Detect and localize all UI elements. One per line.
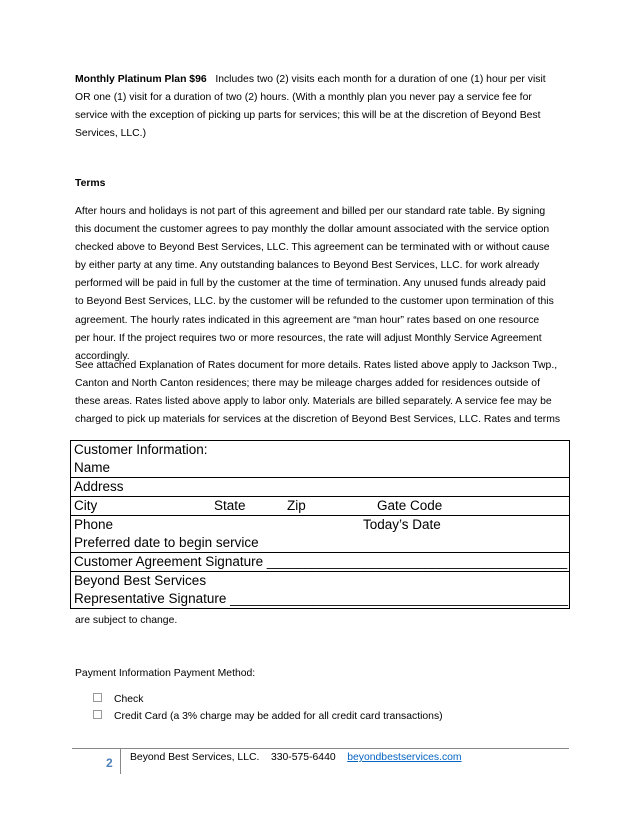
plan-line-1: Monthly Platinum Plan $96 Includes two (2) visits each month for a duration of one (1) hour per visit [75,74,546,85]
phone-field[interactable]: Phone [74,517,114,532]
city-state-zip-line [74,497,566,515]
terms-line: agreement. The hourly rates indicated in this agreement are “man hour” rates based on one resource [75,314,540,326]
terms-line: checked above to Beyond Best Services, LLC. This agreement can be terminated with or without cause [75,242,550,254]
plan-paragraph [75,71,565,143]
customer-signature-row [71,552,569,571]
terms-line: Canton and North Canton residences; there may be mileage charges added for residences outside of [75,378,540,390]
checkbox-icon[interactable] [93,693,102,702]
city-field[interactable]: City [74,498,98,513]
gate-code-field[interactable]: Gate Code [377,498,443,513]
customer-info-row [71,441,569,477]
terms-line: See attached Explanation of Rates document for more details. Rates listed above apply to Jackson Twp., [75,360,558,371]
name-field[interactable]: Name [74,460,111,475]
address-row [71,477,569,496]
footer-company: Beyond Best Services, LLC. [130,752,260,763]
plan-line-2: OR one (1) visit for a duration of two (2) hours. (With a monthly plan you never pay a service fee for [75,92,532,104]
city-row [71,496,569,515]
phone-date-line [74,516,566,534]
customer-info-form [70,440,570,609]
payment-option-label: Credit Card (a 3% charge may be added for all credit card transactions) [114,711,443,722]
terms-line: per hour. If the project requires two or more resources, the rate will adjust Monthly Service Agreement [75,332,542,344]
footer [130,752,462,763]
address-field[interactable]: Address [74,479,124,494]
terms-paragraph-1 [75,203,565,366]
todays-date-field[interactable]: Today’s Date [363,517,441,532]
terms-line: these areas. Rates listed above apply to labor only. Materials are billed separately. A service fee may be [75,396,552,408]
page-number: 2 [106,756,113,770]
payment-option-check[interactable] [93,693,143,705]
terms-line: by either party at any time. Any outstanding balances to Beyond Best Services, LLC. for work already [75,260,540,272]
terms-line: performed will be paid in full by the customer at the time of termination. Any unused funds already paid [75,278,546,290]
footer-divider [72,748,569,749]
representative-signature-field[interactable]: Representative Signature _____________________________________________ [74,591,568,606]
terms-line: to Beyond Best Services, LLC. by the customer will be refunded to the customer upon termination of this [75,296,554,308]
company-label: Beyond Best Services [74,573,207,588]
phone-row [71,515,569,552]
plan-line-3: service with the exception of picking up parts for services; this will be at the discretion of Beyond Best [75,110,541,122]
checkbox-icon[interactable] [93,710,102,719]
payment-option-credit-card[interactable] [93,710,443,722]
terms-paragraph-2 [75,357,565,429]
footer-vertical-divider [120,748,121,774]
terms-line: accordingly. [75,350,130,362]
terms-continuation: are subject to change. [75,615,178,626]
zip-field[interactable]: Zip [287,498,306,513]
footer-phone: 330-575-6440 [270,752,336,763]
terms-line: charged to pick up materials for services at the discretion of Beyond Best Services, LLC. Rates and terms [75,414,561,426]
terms-line: this document the customer agrees to pay monthly the dollar amount associated with the service option [75,224,550,236]
terms-line: After hours and holidays is not part of this agreement and billed per our standard rate table. By signing [75,206,546,217]
payment-heading: Payment Information Payment Method: [75,668,256,679]
state-field[interactable]: State [214,498,246,513]
customer-signature-field[interactable]: Customer Agreement Signature ________________________________________ [74,554,568,569]
customer-info-label: Customer Information: [74,442,208,457]
footer-website-link[interactable]: beyondbestservices.com [347,752,462,763]
plan-line-4: Services, LLC.) [75,128,147,140]
representative-row [71,571,569,608]
payment-option-label: Check [114,694,144,705]
terms-heading: Terms [75,178,106,189]
plan-title: Monthly Platinum Plan $96 [75,74,207,85]
preferred-date-field[interactable]: Preferred date to begin service [74,535,259,550]
